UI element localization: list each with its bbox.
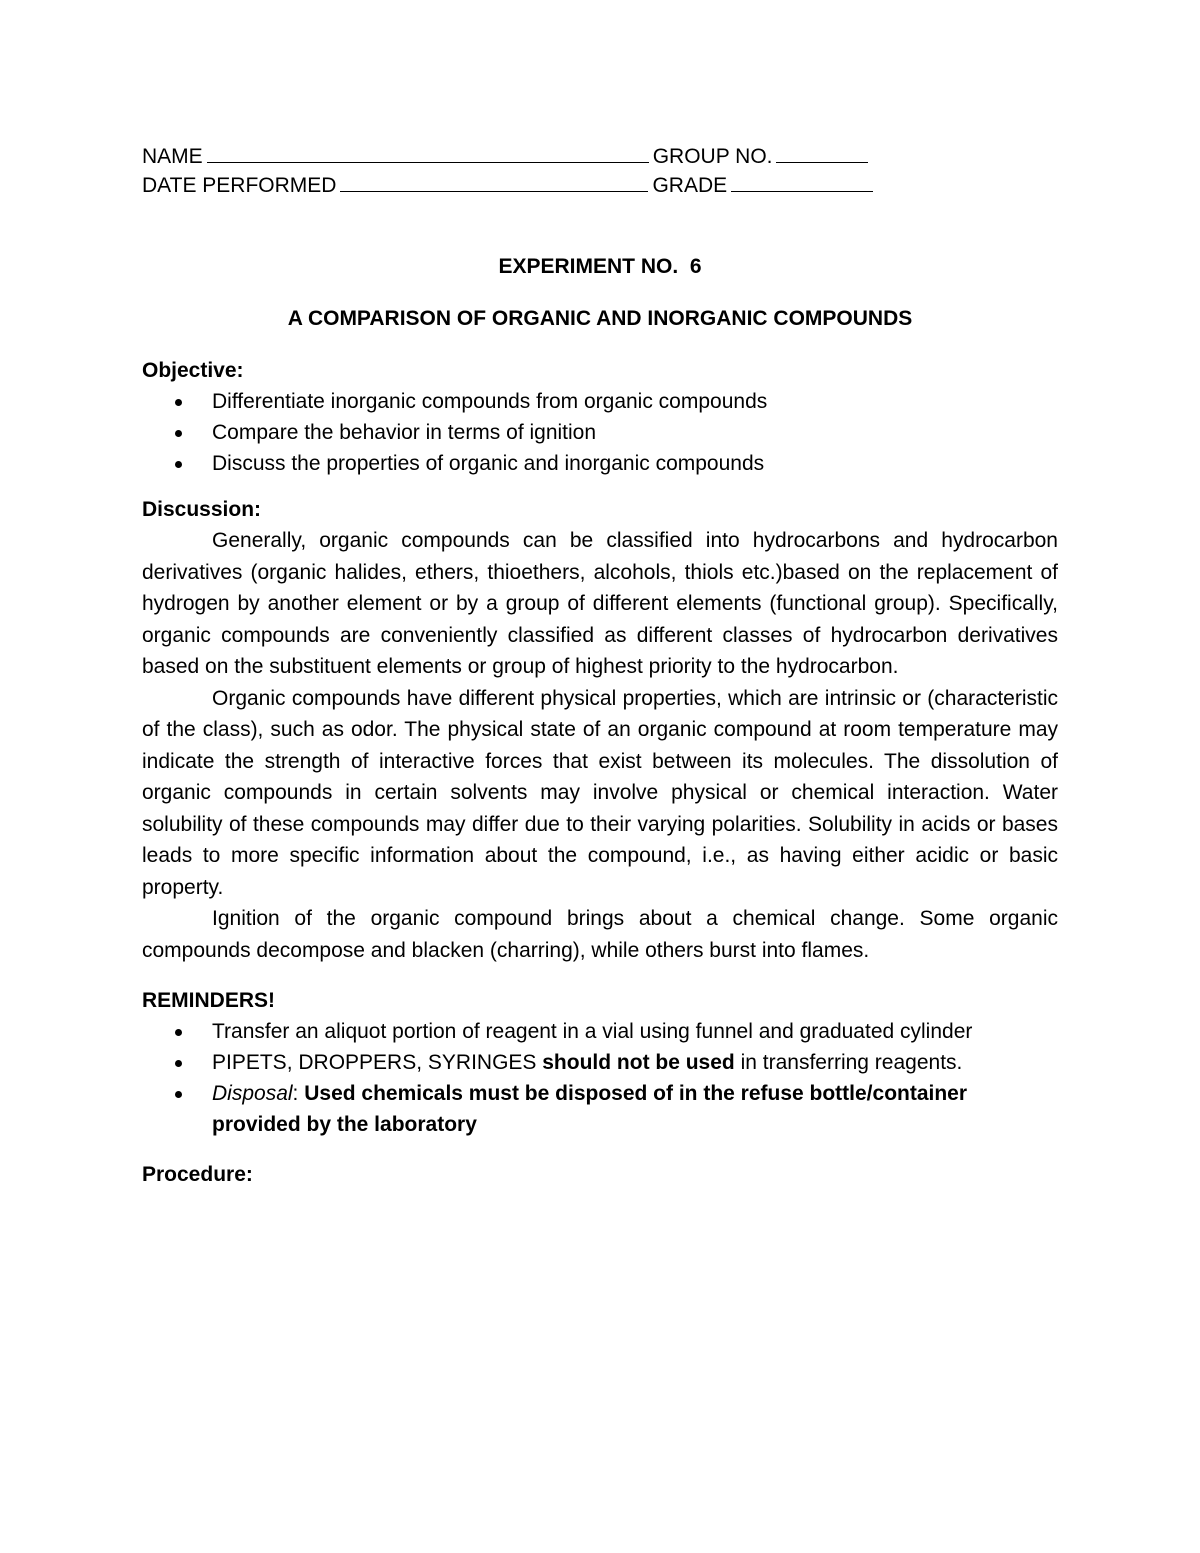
- name-blank: [207, 142, 649, 163]
- list-item: Discuss the properties of organic and inorganic compounds: [142, 448, 1058, 479]
- bullet-icon: [175, 1060, 182, 1067]
- name-label: NAME: [142, 145, 203, 168]
- discussion-heading: Discussion:: [142, 498, 262, 521]
- experiment-number: EXPERIMENT NO. 6: [498, 255, 702, 278]
- group-blank: [776, 142, 868, 163]
- page-content: [142, 142, 1058, 1190]
- grade-blank: [731, 171, 873, 192]
- list-item: Compare the behavior in terms of ignition: [142, 417, 1058, 448]
- bullet-icon: [175, 430, 182, 437]
- list-item: PIPETS, DROPPERS, SYRINGES should not be used in transferring reagents.: [142, 1047, 1058, 1078]
- reminders-heading: REMINDERS!: [142, 989, 276, 1012]
- bullet-icon: [175, 1091, 182, 1098]
- list-item: Disposal: Used chemicals must be disposed of in the refuse bottle/container provided by the laboratory: [142, 1078, 1058, 1140]
- experiment-title: A COMPARISON OF ORGANIC AND INORGANIC COMPOUNDS: [287, 307, 913, 330]
- bullet-icon: [175, 461, 182, 468]
- procedure-heading: Procedure:: [142, 1163, 253, 1186]
- header-line-name-group: [142, 142, 1058, 171]
- bullet-icon: [175, 399, 182, 406]
- reminders-list: [142, 1016, 1058, 1140]
- objective-list: [142, 386, 1058, 479]
- discussion-paragraph-2: Organic compounds have different physical properties, which are intrinsic or (characteristic of the class), such as odor. The physical state of an organic compound at room temperature may indicate the strength of interactive forces that exist between its molecules. The dissolution of organic compounds in certain solvents may involve physical or chemical interaction. Water solubility of these compounds may differ due to their varying polarities. Solubility in acids or bases leads to more specific information about the compound, i.e., as having either acidic or basic property.: [142, 686, 1058, 899]
- group-label: GROUP NO.: [652, 145, 773, 168]
- discussion-paragraph-1: Generally, organic compounds can be classified into hydrocarbons and hydrocarbon derivatives (organic halides, ethers, thioethers, alcohols, thiols etc.)based on the replacement of hydrogen by another element or by a group of different elements (functional group). Specifically, organic compounds are conveniently classified as different classes of hydrocarbon derivatives based on the substituent elements or group of highest priority to the hydrocarbon.: [142, 529, 1058, 678]
- list-item: Differentiate inorganic compounds from organic compounds: [142, 386, 1058, 417]
- header-line-date-grade: [142, 171, 1058, 200]
- list-item: Transfer an aliquot portion of reagent in a vial using funnel and graduated cylinder: [142, 1016, 1058, 1047]
- grade-label: GRADE: [652, 174, 728, 197]
- objective-heading: Objective:: [142, 359, 244, 382]
- date-performed-label: DATE PERFORMED: [142, 174, 337, 197]
- date-performed-blank: [340, 171, 648, 192]
- bullet-icon: [175, 1029, 182, 1036]
- discussion-paragraph-3: Ignition of the organic compound brings about a chemical change. Some organic compounds decompose and blacken (charring), while others burst into flames.: [142, 907, 1058, 962]
